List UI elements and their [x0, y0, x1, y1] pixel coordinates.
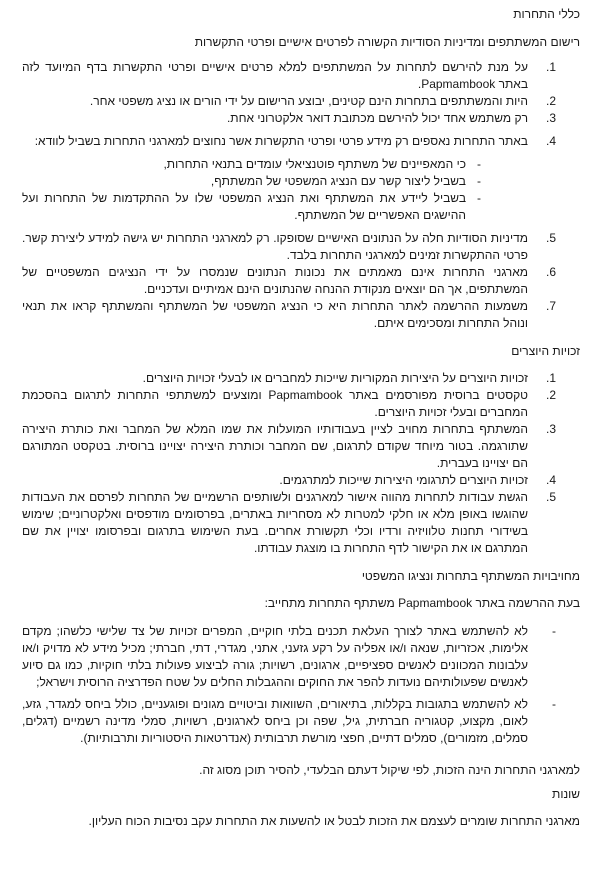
item-marker: 7. — [545, 299, 556, 313]
page-title: כללי התחרות — [513, 7, 580, 21]
obligations-note: למארגני התחרות הינה הזכות, לפי שיקול דעתם הבלעדי, להסיר תוכן מסוג זה. — [199, 763, 580, 777]
item-text: משמעות ההרשמה לאתר התחרות היא כי הנציג המשפטי של המשתתף והמשתתף קראו את תנאי ונוהל התחרות ומסכימים איתם. — [22, 299, 528, 330]
item-marker: 1. — [545, 371, 556, 385]
list-item — [22, 110, 556, 127]
obligations-intro: בעת ההרשמה באתר Papmambook משתתף התחרות מתחייב: — [264, 596, 580, 610]
list-item — [22, 696, 556, 747]
item-text: מארגני התחרות אינם מאמתים את נכונות הנתונים שנמסרו על ידי הנציגים המשפטיים של המשתתפים, אך הם יוצאים מנקודת ההנחה שהנתונים הינם אמיתיים ועדכניים. — [22, 265, 528, 296]
item-marker: 5. — [545, 490, 556, 504]
dash-marker: - — [477, 157, 481, 171]
item-text: באתר התחרות נאספים רק מידע פרטי ופרטי התקשרות אשר נחוצים למארגני התחרות בשביל לוודא: — [34, 134, 528, 148]
item-text: על מנת להירשם לתחרות על המשתתפים למלא פרטים אישיים ופרטי התקשרות בדף המיועד לזה באתר Papmambook. — [22, 60, 528, 91]
item-text: רק משתמש אחד יכול להירשם מכתובת דואר אלקטרוני אחת. — [226, 111, 528, 125]
registration-sublist — [22, 156, 556, 224]
dash-marker: - — [477, 191, 481, 205]
item-marker: 4. — [545, 134, 556, 148]
copyright-list — [22, 370, 580, 557]
registration-list — [22, 59, 580, 332]
sub-list-item — [22, 173, 481, 190]
copyright-section-heading: זכויות היוצרים — [511, 344, 580, 358]
list-item — [22, 387, 556, 421]
item-text: טקסטים ברוסית מפורסמים באתר Papmambook ומוצעים למשתתפי התחרות לתרגום בהסכמת המחברים ובעלי זכויות היוצרים. — [22, 388, 528, 419]
item-text: כי המאפיינים של משתתף פוטנציאלי עומדים בתנאי התחרות, — [163, 157, 466, 171]
item-marker: 3. — [545, 111, 556, 125]
item-text: זכויות היוצרים על היצירות המקוריות שייכות למחברים או לבעלי זכויות היוצרים. — [142, 371, 528, 385]
misc-section-heading: שונות — [552, 787, 580, 801]
item-marker: 4. — [545, 473, 556, 487]
item-marker: 5. — [545, 231, 556, 245]
list-item — [22, 59, 556, 93]
item-marker: 1. — [545, 60, 556, 74]
item-marker: 2. — [545, 94, 556, 108]
dash-marker: - — [552, 624, 556, 638]
list-item — [22, 298, 556, 332]
item-text: לא להשתמש בתגובות בקללות, בתיאורים, השוואות וביטויים מגונים ופוגעניים, כולל ביחס למגדר, גזע, לאום, מקצוע, קטגוריה חברתית, גיל, שפה וכן ביחס לארגונים, רשויות, סמלי מדינה רשמיים (דגלים, סמלים, מזמורים), סמלים דתיים, חפצי מורשת תרבותית (אנדרטאות היסטוריות ותרבותיות). — [22, 697, 528, 745]
list-item — [22, 623, 556, 691]
sub-list-item — [22, 156, 481, 173]
item-text: המשתתף בתחרות מחויב לציין בעבודותיו המועלות את שמו המלא של המחבר ואת כותרת היצירה שתורגמה. בטור מיוחד שקודם לתרגום, שם המחבר וכותרת היצירה יצויינו ברוסית. בטקסט המתורגם הם יצויינו בעברית. — [22, 422, 528, 470]
item-marker: 6. — [545, 265, 556, 279]
list-item — [22, 133, 556, 150]
misc-text: מארגני התחרות שומרים לעצמם את הזכות לבטל או להשעות את התחרות עקב נסיבות הכוח העליון. — [88, 814, 580, 828]
list-item — [22, 370, 556, 387]
sub-list-item — [22, 190, 481, 224]
obligations-list — [22, 623, 580, 747]
list-item — [22, 264, 556, 298]
list-item — [22, 472, 556, 489]
list-item — [22, 230, 556, 264]
obligations-section-heading: מחויבויות המשתתף בתחרות ונציגו המשפטי — [361, 569, 580, 583]
item-text: היות והמשתתפים בתחרות הינם קטינים, יבוצע הרישום על ידי הורים או נציג משפטי אחר. — [89, 94, 528, 108]
item-text: בשביל ליידע את המשתתף ואת הנציג המשפטי שלו על ההתקדמות של התחרות ועל ההישגים האפשריים של המשתתף. — [22, 191, 466, 222]
registration-section-heading: רישום המשתתפים ומדיניות הסודיות הקשורה לפרטים אישיים ופרטי התקשרות — [194, 35, 580, 49]
item-text: הגשת עבודות לתחרות מהווה אישור למארגנים ולשותפים הרשמיים של התחרות לפרסם את העבודות שהוגשו באופן מלא או חלקי למטרות לא מסחריות באתרים, בפרסומים מודפסים ואלקטרוניים; שימוש בשידורי תחנות טלוויזיה ורדיו וכלי תקשורת אחרים. בעת השימוש בתרגום ובפרסומו יצויין את שם המתרגם או את הקישור לדף התחרות בו מוצגת עבודתו. — [22, 490, 528, 555]
list-item — [22, 93, 556, 110]
list-item — [22, 489, 556, 557]
list-item — [22, 421, 556, 472]
item-text: בשביל ליצור קשר עם הנציג המשפטי של המשתתף, — [210, 174, 466, 188]
item-text: לא להשתמש באתר לצורך העלאת תכנים בלתי חוקיים, המפרים זכויות של צד שלישי כלשהו; מקדם אלימות, אכזריות, שנאה ו/או אפליה על רקע גזעני, אתני, מגדרי, דתי, חברתי; מכיל מידע לא מדויק ו/או עלבונות המכוונים לאנשים ספציפיים, ארגונים, רשויות; גורה לביצוע פעולות בלתי חוקיות, כמו גם סיוע לאנשים שפעולותיהם נועדות להפר את החוקים וההגבלות החלים על שטח הפדרציה הרוסית וישראל; — [22, 624, 528, 689]
item-text: מדיניות הסודיות חלה על הנתונים האישיים שסופקו. רק למארגני התחרות יש גישה למידע ליצירת קשר. פרטי ההתקשרות זמינים למארגני התחרות בלבד. — [22, 231, 528, 262]
dash-marker: - — [477, 174, 481, 188]
item-text: זכויות היוצרים לתרגומי היצירות שייכות למתרגמים. — [279, 473, 528, 487]
dash-marker: - — [552, 697, 556, 711]
item-marker: 3. — [545, 422, 556, 436]
item-marker: 2. — [545, 388, 556, 402]
